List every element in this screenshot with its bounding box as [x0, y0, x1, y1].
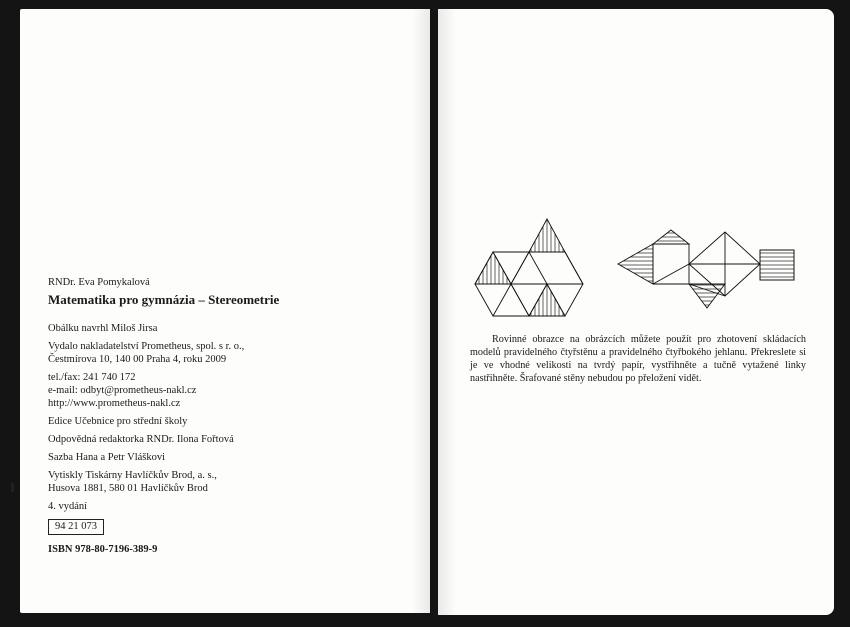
email: e-mail: odbyt@prometheus-nakl.cz [48, 385, 197, 396]
tetra-hatched-face-1 [475, 252, 511, 284]
pyramid-edge-1 [653, 264, 689, 284]
tetra-edge-b [511, 284, 529, 316]
printer-line: Vytiskly Tiskárny Havlíčkův Brod, a. s., [48, 470, 217, 481]
pyramid-net [618, 230, 794, 308]
binding-mark [11, 483, 14, 492]
book-title: Matematika pro gymnázia – Stereometrie [48, 292, 280, 307]
tetra-edge-e [511, 252, 529, 284]
spine-shadow-left [412, 9, 430, 613]
pyramid-hatched-bottom [689, 284, 725, 308]
tetra-edge-d [565, 252, 583, 284]
author: RNDr. Eva Pomykalová [48, 277, 150, 288]
editor: Odpovědná redaktorka RNDr. Ilona Fořtová [48, 434, 234, 445]
tetra-edge-a [493, 284, 511, 316]
cover-credit: Obálku navrhl Miloš Jirsa [48, 323, 158, 334]
code-box: 94 21 073 [48, 519, 104, 535]
typesetting: Sazba Hana a Petr Vláškovi [48, 452, 166, 463]
tetrahedron-net [475, 219, 583, 316]
pyramid-hatched-top [653, 230, 689, 244]
imprint-block [48, 276, 388, 556]
publisher-address: Čestmírova 10, 140 00 Praha 4, roku 2009 [48, 354, 227, 365]
publisher-line: Vydalo nakladatelství Prometheus, spol. s r. o., [48, 341, 245, 352]
figure-caption: Rovinné obrazce na obrázcích můžete použít pro zhotovení skládacích modelů pravidelného čtyřstěnu a pravidelného čtyřbokého jehlanu. Překreslete si je ve vhodné velikosti na tvrdý papír, vystřihněte a tučně vytažené linky nastřihněte. Šrafované stěny nebudou po přeložení vidět. [470, 334, 806, 384]
website: http://www.prometheus-nakl.cz [48, 398, 181, 409]
pyramid-hatched-tab [760, 250, 794, 280]
isbn: ISBN 978-80-7196-389-9 [48, 544, 158, 555]
phone: tel./fax: 241 740 172 [48, 372, 136, 383]
pyramid-square-left [653, 244, 689, 284]
printer-address: Husova 1881, 580 01 Havlíčkův Brod [48, 483, 208, 494]
tetra-hatched-face-2 [529, 219, 565, 252]
folding-nets-figure [470, 212, 810, 322]
tetra-hatched-face-3 [529, 284, 565, 316]
spine-shadow-right [438, 9, 456, 615]
pyramid-hatched-left [618, 244, 653, 284]
edition: 4. vydání [48, 501, 88, 512]
series: Edice Učebnice pro střední školy [48, 416, 188, 427]
